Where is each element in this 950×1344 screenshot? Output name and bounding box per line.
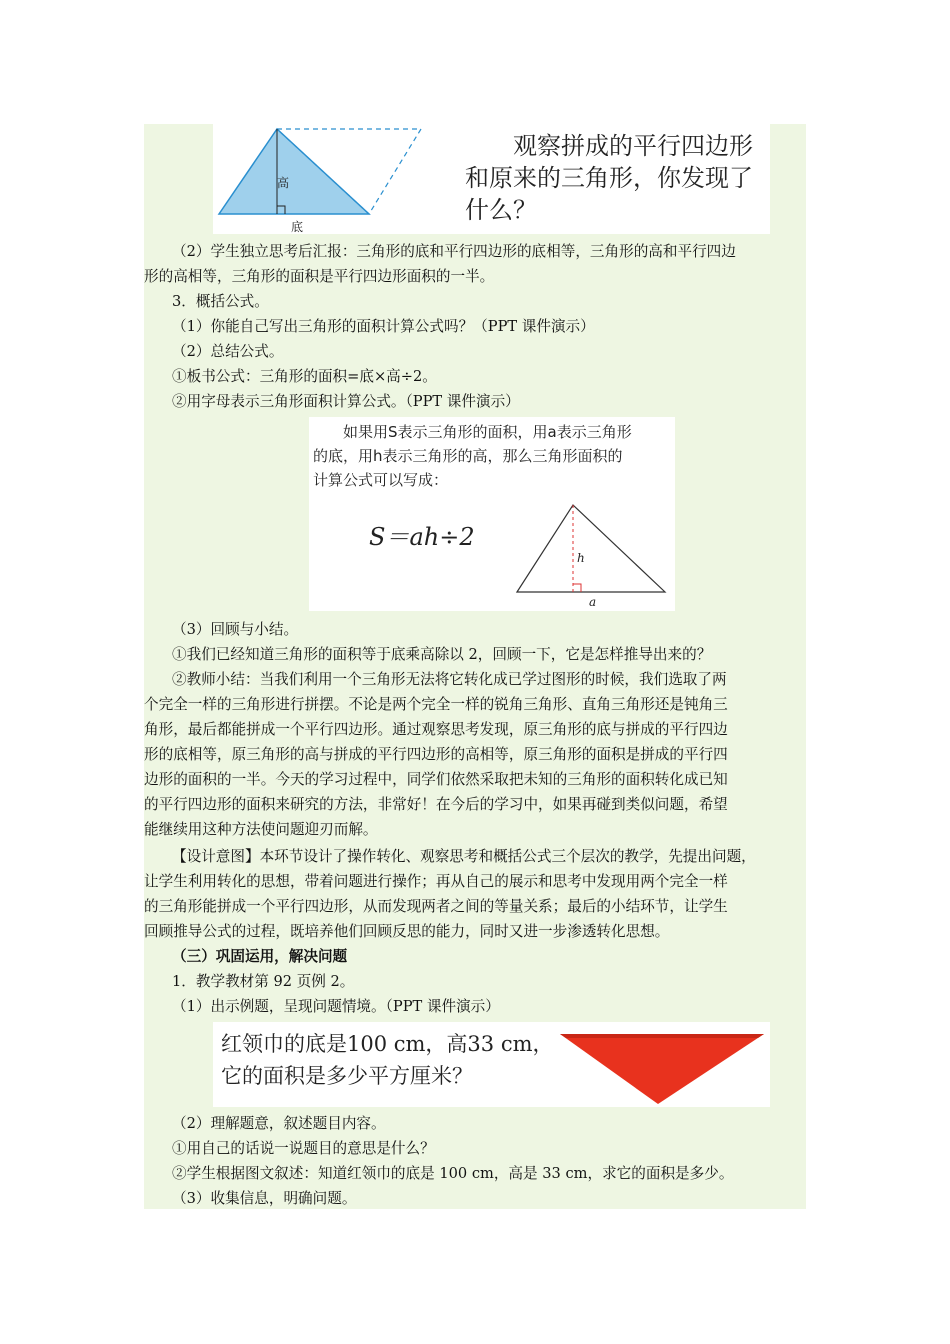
red-scarf-image: [558, 1026, 768, 1106]
teacher-summary-line: ②教师小结：当我们利用一个三角形无法将它转化成已学过图形的时候，我们选取了两: [172, 671, 727, 688]
formula-text-line-1: 如果用S表示三角形的面积，用a表示三角形: [343, 423, 632, 441]
question-line-3: 什么？: [465, 196, 537, 224]
paragraph-review: （3）回顾与小结。: [172, 621, 299, 638]
paragraph-show-example: （1）出示例题，呈现问题情境。（PPT 课件演示）: [172, 998, 500, 1015]
question-line-1: 观察拼成的平行四边形: [513, 132, 753, 160]
paragraph-understand: （2）理解题意，叙述题目内容。: [172, 1115, 386, 1132]
triangle-parallelogram-diagram: [213, 124, 433, 234]
a-label: a: [589, 595, 597, 609]
formula-text-line-2: 的底，用h表示三角形的高，那么三角形面积的: [313, 447, 623, 465]
paragraph-report-1: （2）学生独立思考后汇报：三角形的底和平行四边形的底相等，三角形的高和平行四边: [172, 243, 736, 260]
paragraph-summarize: （2）总结公式。: [172, 343, 284, 360]
figure-red-scarf: [213, 1022, 770, 1107]
area-formula: S＝ah÷2: [369, 523, 475, 551]
teacher-summary-line: 的平行四边形的面积来研究的方法，非常好！在今后的学习中，如果再碰到类似问题，希望: [144, 796, 728, 813]
teacher-summary-line: 个完全一样的三角形进行拼摆。不论是两个完全一样的锐角三角形、直角三角形还是钝角三: [144, 696, 728, 713]
teacher-summary-line: 边形的面积的一半。今天的学习过程中，同学们依然采取把未知的三角形的面积转化成已知: [144, 771, 728, 788]
paragraph-narrate: ②学生根据图文叙述：知道红领巾的底是 100 cm，高是 33 cm，求它的面积是多少。: [172, 1165, 734, 1182]
section-heading: （三）巩固运用，解决问题: [172, 948, 348, 965]
paragraph-example: 1．教学教材第 92 页例 2。: [172, 973, 355, 990]
h-label: h: [577, 551, 585, 565]
paragraph-own-words: ①用自己的话说一说题目的意思是什么？: [172, 1140, 435, 1157]
height-label: 高: [277, 176, 290, 190]
design-intent-line: 【设计意图】本环节设计了操作转化、观察思考和概括公式三个层次的教学，先提出问题，: [172, 848, 756, 865]
design-intent-line: 让学生利用转化的思想，带着问题进行操作；再从自己的展示和思考中发现用两个完全一样: [144, 873, 728, 890]
teacher-summary-line: 能继续用这种方法使问题迎刃而解。: [144, 821, 378, 838]
paragraph-generalize: 3．概括公式。: [172, 293, 269, 310]
paragraph-review-question: ①我们已经知道三角形的面积等于底乘高除以 2，回顾一下，它是怎样推导出来的？: [172, 646, 712, 663]
design-intent-line: 回顾推导公式的过程，既培养他们回顾反思的能力，同时又进一步渗透转化思想。: [144, 923, 670, 940]
triangle-diagram: [505, 497, 675, 607]
scarf-text-line-1: 红领巾的底是100 cm，高33 cm，: [221, 1032, 554, 1056]
teacher-summary-line: 形的底相等，原三角形的高与拼成的平行四边形的高相等，原三角形的面积是拼成的平行四: [144, 746, 728, 763]
base-label: 底: [291, 220, 304, 234]
paragraph-board-formula: ①板书公式：三角形的面积=底×高÷2。: [172, 368, 437, 385]
figure-parallelogram-question: [213, 124, 770, 234]
paragraph-report-2: 形的高相等，三角形的面积是平行四边形面积的一半。: [144, 268, 495, 285]
teacher-summary-line: 角形，最后都能拼成一个平行四边形。通过观察思考发现，原三角形的底与拼成的平行四边: [144, 721, 728, 738]
design-intent-line: 的三角形能拼成一个平行四边形，从而发现两者之间的等量关系；最后的小结环节，让学生: [144, 898, 728, 915]
scarf-text-line-2: 它的面积是多少平方厘米？: [221, 1064, 473, 1088]
paragraph-letter-formula: ②用字母表示三角形面积计算公式。（PPT 课件演示）: [172, 393, 520, 410]
figure-area-formula: [309, 417, 675, 611]
paragraph-collect-info: （3）收集信息，明确问题。: [172, 1190, 357, 1207]
formula-text-line-3: 计算公式可以写成：: [313, 471, 449, 489]
paragraph-write-formula: （1）你能自己写出三角形的面积计算公式吗？（PPT 课件演示）: [172, 318, 595, 335]
question-line-2: 和原来的三角形，你发现了: [465, 164, 753, 192]
